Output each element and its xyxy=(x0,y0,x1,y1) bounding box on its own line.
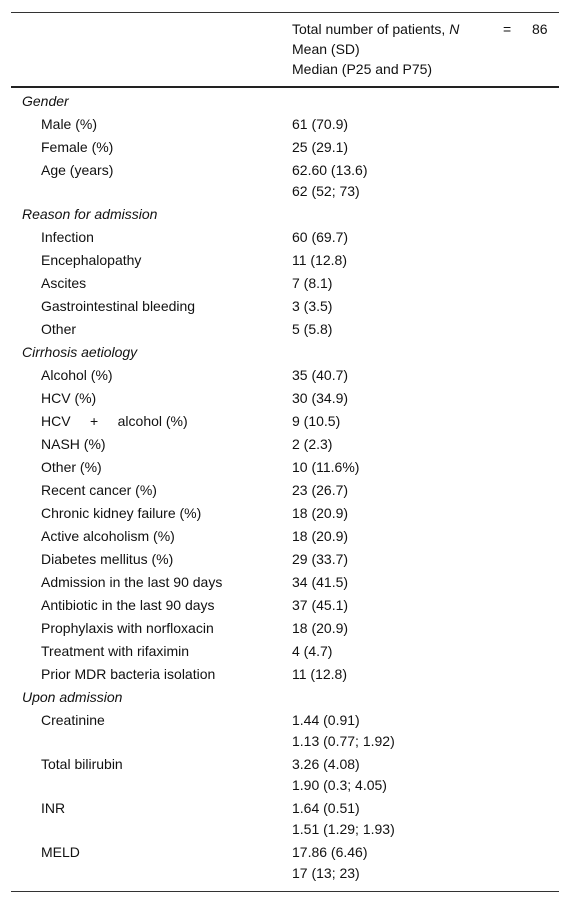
row-value-mean: 18 (20.9) xyxy=(292,528,349,544)
row-label: Treatment with rifaximin xyxy=(41,643,190,659)
table-row xyxy=(11,433,559,456)
row-label: Female (%) xyxy=(41,139,114,155)
row-value-mean: 17.86 (6.46) xyxy=(292,844,368,860)
row-value xyxy=(292,295,332,317)
table-row xyxy=(11,272,559,295)
table-row xyxy=(11,136,559,159)
row-value-mean: 3 (3.5) xyxy=(292,298,333,314)
row-value-mean: 9 (10.5) xyxy=(292,413,341,429)
row-value xyxy=(292,456,359,478)
row-value xyxy=(292,249,347,271)
header-column xyxy=(292,19,552,79)
row-value xyxy=(292,548,348,570)
table-row xyxy=(11,525,559,548)
header-total-value: 86 xyxy=(532,21,548,37)
row-label: Age (years) xyxy=(41,162,114,178)
row-value-mean: 1.44 (0.91) xyxy=(292,712,360,728)
row-value xyxy=(292,364,348,386)
row-value-mean: 60 (69.7) xyxy=(292,229,349,245)
table-row xyxy=(11,640,559,663)
row-value-mean: 62.60 (13.6) xyxy=(292,162,368,178)
row-value-mean: 5 (5.8) xyxy=(292,321,333,337)
row-value-mean: 35 (40.7) xyxy=(292,367,349,383)
row-value-mean: 1.64 (0.51) xyxy=(292,800,360,816)
row-value xyxy=(292,479,348,501)
row-value xyxy=(292,226,348,248)
row-value-median: 62 (52; 73) xyxy=(292,183,360,199)
row-label: HCV + alcohol (%) xyxy=(41,413,188,429)
row-value-mean: 2 (2.3) xyxy=(292,436,333,452)
row-value xyxy=(292,640,332,662)
row-value-mean: 7 (8.1) xyxy=(292,275,333,291)
section-heading: Reason for admission xyxy=(22,206,158,222)
row-value-mean: 18 (20.9) xyxy=(292,505,349,521)
row-value xyxy=(292,272,332,294)
row-label: INR xyxy=(41,800,66,816)
row-value xyxy=(292,797,395,840)
row-value xyxy=(292,502,348,524)
table-row xyxy=(11,249,559,272)
row-value-mean: 4 (4.7) xyxy=(292,643,333,659)
table-row xyxy=(11,797,559,841)
section-heading: Gender xyxy=(22,93,69,109)
row-value xyxy=(292,387,348,409)
row-label: Other xyxy=(41,321,77,337)
row-value-median: 17 (13; 23) xyxy=(292,865,360,881)
row-label: Admission in the last 90 days xyxy=(41,574,223,590)
table-row xyxy=(11,479,559,502)
row-value-mean: 25 (29.1) xyxy=(292,139,349,155)
table-body xyxy=(11,88,559,891)
table-bottom-rule xyxy=(11,891,559,892)
table-row xyxy=(11,571,559,594)
row-label: Ascites xyxy=(41,275,87,291)
table-header xyxy=(11,13,559,86)
table-row xyxy=(11,295,559,318)
row-value xyxy=(292,663,347,685)
row-label: Encephalopathy xyxy=(41,252,142,268)
row-value-mean: 30 (34.9) xyxy=(292,390,349,406)
row-label: Diabetes mellitus (%) xyxy=(41,551,174,567)
table-row xyxy=(11,753,559,797)
header-equals: = xyxy=(503,21,512,37)
row-value xyxy=(292,571,348,593)
table-row xyxy=(11,709,559,753)
row-value-mean: 29 (33.7) xyxy=(292,551,349,567)
table-row xyxy=(11,364,559,387)
row-value-mean: 18 (20.9) xyxy=(292,620,349,636)
row-label: Infection xyxy=(41,229,94,245)
header-total-patients xyxy=(292,19,552,39)
row-value xyxy=(292,525,348,547)
row-value xyxy=(292,433,332,455)
row-label: HCV (%) xyxy=(41,390,97,406)
row-label: Prior MDR bacteria isolation xyxy=(41,666,216,682)
row-label: Alcohol (%) xyxy=(41,367,113,383)
table-row xyxy=(11,841,559,885)
row-label: Male (%) xyxy=(41,116,98,132)
header-total-label: Total number of patients, xyxy=(292,21,450,37)
row-value-mean: 11 (12.8) xyxy=(292,666,347,682)
section-heading: Upon admission xyxy=(22,689,123,705)
table-row xyxy=(11,113,559,136)
table-row xyxy=(11,617,559,640)
row-value xyxy=(292,113,348,135)
table-row xyxy=(11,663,559,686)
table-row xyxy=(11,159,559,203)
row-label: Antibiotic in the last 90 days xyxy=(41,597,215,613)
row-label: Other (%) xyxy=(41,459,102,475)
table-row xyxy=(11,502,559,525)
row-label: NASH (%) xyxy=(41,436,106,452)
table-row xyxy=(11,410,559,433)
row-label: MELD xyxy=(41,844,80,860)
table-row xyxy=(11,456,559,479)
table-row xyxy=(11,226,559,249)
row-label: Active alcoholism (%) xyxy=(41,528,175,544)
table-row xyxy=(11,318,559,341)
row-value xyxy=(292,410,340,432)
row-label: Gastrointestinal bleeding xyxy=(41,298,196,314)
section-heading: Cirrhosis aetiology xyxy=(22,344,138,360)
row-label: Recent cancer (%) xyxy=(41,482,157,498)
row-value-mean: 23 (26.7) xyxy=(292,482,349,498)
row-value-median: 1.13 (0.77; 1.92) xyxy=(292,733,395,749)
header-mean-sd: Mean (SD) xyxy=(292,41,360,57)
row-value xyxy=(292,159,368,202)
header-n-symbol: N xyxy=(449,21,460,37)
table-row xyxy=(11,594,559,617)
header-median: Median (P25 and P75) xyxy=(292,61,433,77)
row-value-mean: 3.26 (4.08) xyxy=(292,756,360,772)
row-value xyxy=(292,617,348,639)
row-value xyxy=(292,709,395,752)
row-value xyxy=(292,594,348,616)
row-value-mean: 34 (41.5) xyxy=(292,574,349,590)
row-label: Chronic kidney failure (%) xyxy=(41,505,202,521)
row-value-mean: 37 (45.1) xyxy=(292,597,349,613)
table-row xyxy=(11,387,559,410)
row-value xyxy=(292,136,348,158)
row-label: Creatinine xyxy=(41,712,105,728)
row-label: Prophylaxis with norfloxacin xyxy=(41,620,214,636)
row-value-median: 1.90 (0.3; 4.05) xyxy=(292,777,387,793)
row-value-median: 1.51 (1.29; 1.93) xyxy=(292,821,395,837)
row-value-mean: 61 (70.9) xyxy=(292,116,349,132)
row-value xyxy=(292,318,332,340)
row-label: Total bilirubin xyxy=(41,756,123,772)
row-value-mean: 11 (12.8) xyxy=(292,252,347,268)
table-row xyxy=(11,548,559,571)
row-value xyxy=(292,753,387,796)
row-value xyxy=(292,841,368,884)
row-value-mean: 10 (11.6%) xyxy=(292,459,360,475)
patient-characteristics-table xyxy=(11,12,559,892)
